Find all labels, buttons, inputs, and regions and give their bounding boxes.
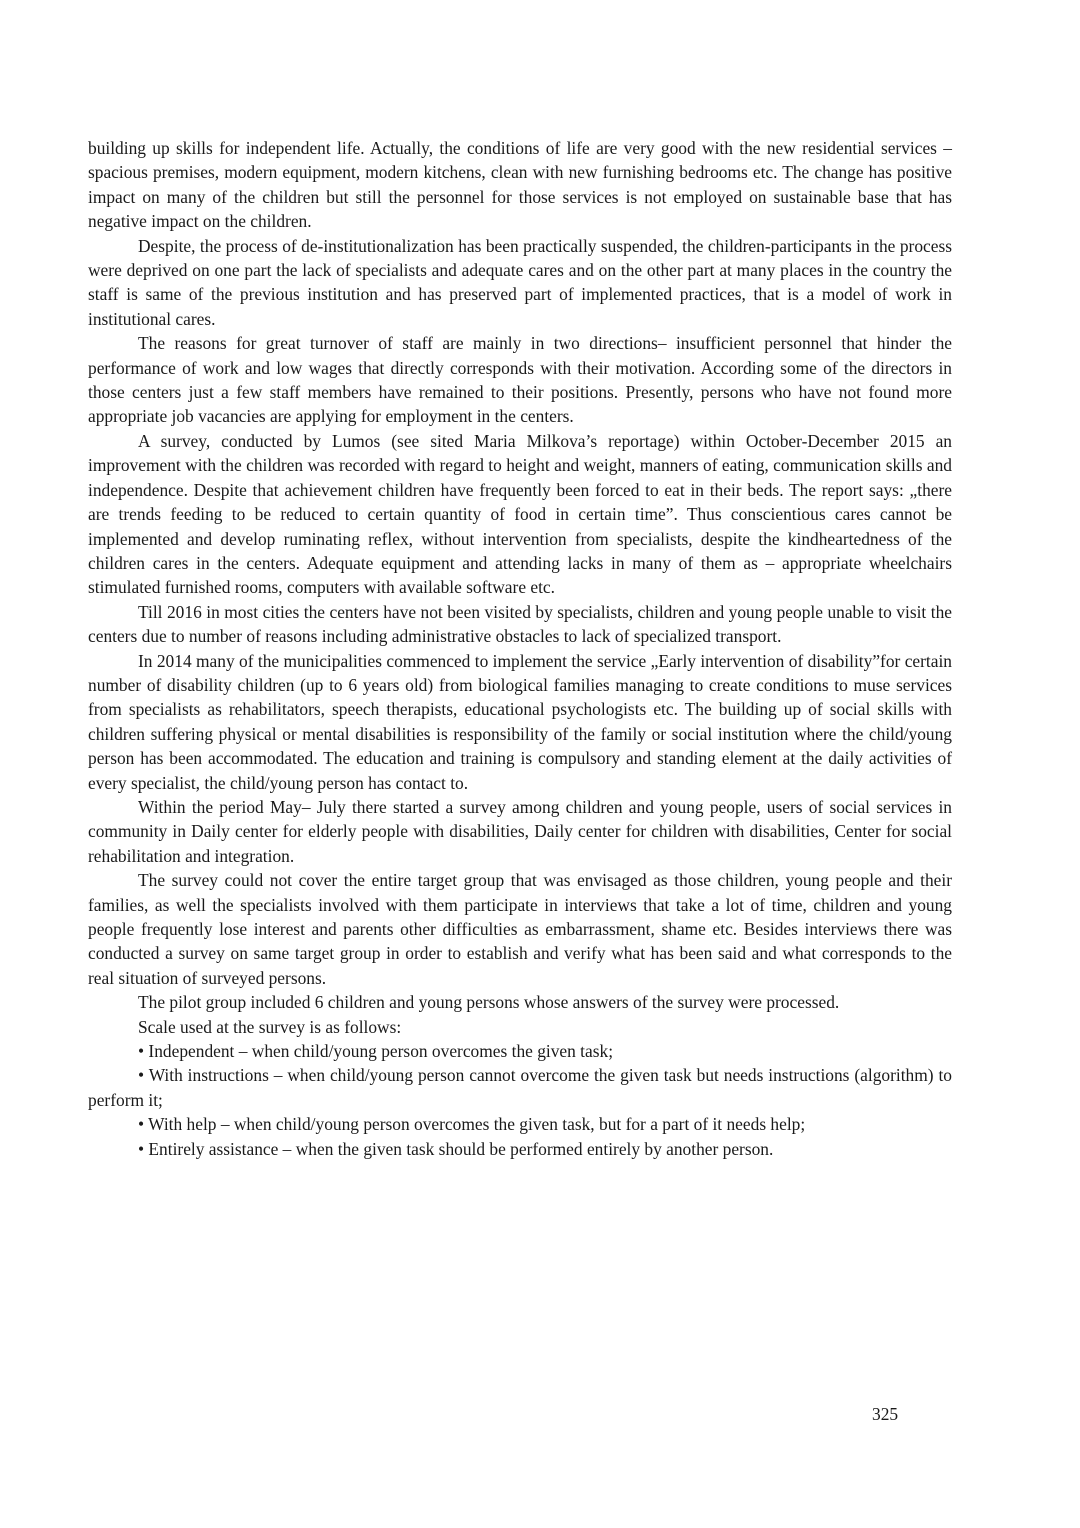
paragraph-pilot-group: The pilot group included 6 children and young persons whose answers of the survey were processed. xyxy=(138,992,840,1013)
paragraph-lumos-survey: A survey, conducted by Lumos (see sited Maria Milkova’s reportage) within October-December 2015 an improvement with the children was recorded with regard to height and weight, manners of eating, communication skills and independence. Despite that achievement children have frequently been forced to eat in their beds. The report says: „there are trends feeding to be reduced to certain quantity of food in certain time”. Thus conscientious cares cannot be implemented and develop ruminating reflex, without intervention from specialists, despite the kindheartedness of the children cares in the centers. Adequate equipment and attending lacks in many of them as – appropriate wheelchairs stimulated furnished rooms, computers with available software etc. xyxy=(88,430,952,598)
bullet-with-instructions: • With instructions – when child/young person cannot overcome the given task but needs instructions (algorithm) to perform it; xyxy=(88,1065,952,1110)
bullet-independent: • Independent – when child/young person overcomes the given task; xyxy=(138,1041,614,1062)
paragraph-residential-services: building up skills for independent life. Actually, the conditions of life are very good with the new residential services – spacious premises, modern equipment, modern kitchens, clean with new furnishing bedrooms etc. The change has positive impact on many of the children but still the personnel for those services is not employed on sustainable base that has negative impact on the children. xyxy=(88,138,952,232)
paragraph-survey-period: Within the period May– July there started a survey among children and young people, users of social services in community in Daily center for elderly people with disabilities, Daily center for children with disabilities, Center for social rehabilitation and integration. xyxy=(88,796,952,866)
paragraph-specialist-visits: Till 2016 in most cities the centers have not been visited by specialists, children and young people unable to visit the centers due to number of reasons including administrative obstacles to lack of specialized transport. xyxy=(88,601,952,647)
paragraph-early-intervention: In 2014 many of the municipalities commenced to implement the service „Early intervention of disability”for certain number of disability children (up to 6 years old) from biological families managing to create conditions to muse services from specialists as rehabilitators, speech therapists, educational psychologists etc. The building up of social skills with children suffering physical or mental disabilities is responsibility of the family or social institution where the child/young person has been accommodated. The education and training is compulsory and standing element at the daily activities of every specialist, the child/young person has contact to. xyxy=(88,650,952,793)
paragraph-scale-intro: Scale used at the survey is as follows: xyxy=(138,1016,402,1037)
bullet-entirely-assistance: • Entirely assistance – when the given task should be performed entirely by another person. xyxy=(138,1138,774,1159)
page-number: 325 xyxy=(872,1404,899,1424)
bullet-with-help: • With help – when child/young person overcomes the given task, but for a part of it needs help; xyxy=(138,1114,806,1135)
paragraph-survey-coverage: The survey could not cover the entire target group that was envisaged as those children, young people and their families, as well the specialists involved with them participate in interviews that take a lot of time, children and young people frequently lose interest and parents other difficulties as embarrassment, shame etc. Besides interviews there was conducted a survey on same target group in order to establish and verify what has been said and what corresponds to the real situation of surveyed persons. xyxy=(88,870,952,988)
paragraph-staff-turnover: The reasons for great turnover of staff are mainly in two directions– insufficient personnel that hinder the performance of work and low wages that directly corresponds with their motivation. According some of the directors in those centers just a few staff members have remained to their positions. Presently, persons who have not found more appropriate job vacancies are applying for employment in the centers. xyxy=(88,333,952,427)
paragraph-deinstitutionalization: Despite, the process of de-institutionalization has been practically suspended, the children-participants in the process were deprived on one part the lack of specialists and adequate cares and on the other part at many places in the country the staff is same of the previous institution and has preserved part of implemented practices, that is a model of work in institutional cares. xyxy=(88,235,952,329)
body-text xyxy=(88,136,952,1161)
